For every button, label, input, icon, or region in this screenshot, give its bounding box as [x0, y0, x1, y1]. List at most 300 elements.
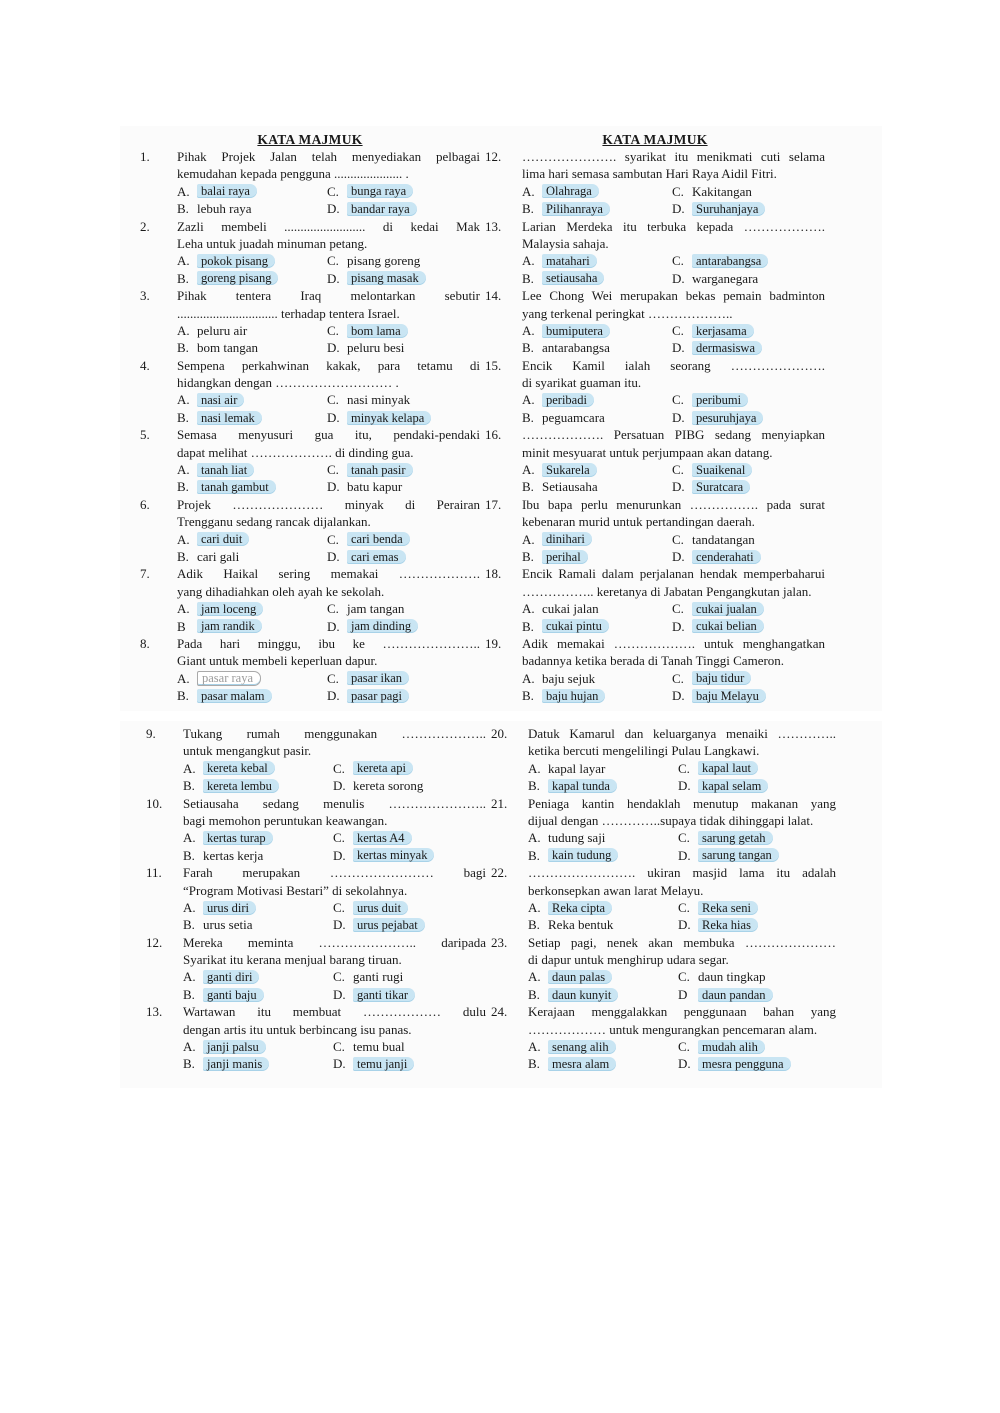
- question-line: [146, 725, 486, 742]
- option-answer-box[interactable]: kereta api: [353, 761, 413, 775]
- answer-option: [678, 968, 828, 985]
- question-number: [485, 583, 522, 600]
- question-text: Sempena perkahwinan kakak, para tetamu di: [177, 357, 480, 373]
- option-answer-box[interactable]: dermasiswa: [692, 341, 762, 355]
- question-line: [485, 513, 825, 530]
- option-answer-box[interactable]: pasar malam: [197, 689, 272, 703]
- answer-option: [528, 760, 678, 777]
- option-answer-box[interactable]: kertas minyak: [353, 848, 434, 862]
- answer-option[interactable]: [327, 618, 477, 635]
- answer-option[interactable]: [672, 548, 822, 565]
- option-answer-box[interactable]: peribumi: [692, 393, 748, 407]
- answer-option: [177, 322, 327, 339]
- option-answer-box[interactable]: urus pejabat: [353, 918, 425, 932]
- option-answer-box[interactable]: baju tidur: [692, 671, 751, 685]
- question-line: [491, 1021, 836, 1038]
- option-text: warganegara: [692, 270, 759, 286]
- option-letter: A.: [522, 531, 535, 547]
- question-line: [140, 165, 480, 182]
- option-letter: A.: [177, 670, 190, 686]
- option-answer-box[interactable]: Suruhanjaya: [692, 202, 765, 216]
- question-line: [485, 235, 825, 252]
- answer-option[interactable]: [528, 777, 678, 794]
- question-number: 9.: [146, 726, 156, 741]
- options-row: [140, 618, 480, 635]
- answer-option[interactable]: [672, 461, 822, 478]
- options-row: [140, 531, 480, 548]
- options-row: [491, 899, 836, 916]
- option-answer-box[interactable]: Reka hias: [698, 918, 758, 932]
- question-line: [140, 374, 480, 391]
- option-letter: D.: [672, 270, 685, 286]
- answer-option: [177, 339, 327, 356]
- option-answer-box[interactable]: dinihari: [542, 532, 592, 546]
- answer-option[interactable]: [522, 548, 672, 565]
- answer-option: [333, 1038, 483, 1055]
- option-answer-box[interactable]: setiausaha: [542, 271, 604, 285]
- answer-option[interactable]: [177, 183, 327, 200]
- question-item: [485, 635, 825, 705]
- option-text: Setiausaha: [542, 479, 598, 495]
- option-answer-box[interactable]: kain tudung: [548, 848, 618, 862]
- answer-option[interactable]: [327, 531, 477, 548]
- answer-option[interactable]: [177, 409, 327, 426]
- option-answer-box[interactable]: pisang masak: [347, 271, 426, 285]
- answer-option[interactable]: [528, 1055, 678, 1072]
- question-item: [491, 795, 836, 865]
- question-text: Malaysia sahaja.: [522, 235, 609, 251]
- option-letter: A.: [183, 830, 196, 846]
- option-answer-box[interactable]: mesra pengguna: [698, 1057, 791, 1071]
- answer-option[interactable]: [678, 1038, 828, 1055]
- answer-option[interactable]: [522, 391, 672, 408]
- answer-option[interactable]: [528, 899, 678, 916]
- options-row: [140, 322, 480, 339]
- answer-option[interactable]: [177, 670, 327, 687]
- answer-option[interactable]: [327, 461, 477, 478]
- option-answer-box[interactable]: minyak kelapa: [347, 411, 431, 425]
- question-text: Mereka meminta ………………….. daripada: [183, 934, 486, 950]
- option-answer-box[interactable]: Sukarela: [542, 463, 597, 477]
- option-answer-box[interactable]: nasi lemak: [197, 411, 262, 425]
- answer-option[interactable]: [672, 322, 822, 339]
- option-answer-box[interactable]: Reka cipta: [548, 901, 612, 915]
- option-letter: C.: [678, 899, 690, 915]
- answer-option[interactable]: [177, 252, 327, 269]
- answer-option[interactable]: [183, 760, 333, 777]
- option-letter: D: [678, 986, 688, 1002]
- answer-option[interactable]: [327, 670, 477, 687]
- answer-option[interactable]: [327, 409, 477, 426]
- option-letter: B: [177, 618, 186, 634]
- question-line: [491, 934, 836, 951]
- question-text: Pihak Projek Jalan telah menyediakan pelbagai: [177, 149, 480, 164]
- question-text: ketika bercuti mengelilingi Pulau Langkawi.: [528, 743, 760, 759]
- option-letter: D.: [672, 548, 685, 564]
- answer-option[interactable]: [333, 829, 483, 846]
- question-line: [485, 374, 825, 391]
- option-letter: A.: [522, 253, 535, 269]
- answer-option[interactable]: [333, 986, 483, 1003]
- options-row: [140, 270, 480, 287]
- answer-option[interactable]: [522, 531, 672, 548]
- option-letter: C.: [327, 322, 339, 338]
- option-answer-box[interactable]: jam dinding: [347, 619, 418, 633]
- option-answer-box[interactable]: daun pandan: [698, 988, 773, 1002]
- answer-option[interactable]: [327, 183, 477, 200]
- option-answer-box[interactable]: sarung getah: [698, 831, 773, 845]
- options-row: [491, 829, 836, 846]
- option-answer-box[interactable]: urus duit: [353, 901, 408, 915]
- answer-option[interactable]: [183, 777, 333, 794]
- answer-option[interactable]: [183, 829, 333, 846]
- answer-option[interactable]: [327, 322, 477, 339]
- answer-option[interactable]: [678, 829, 828, 846]
- options-row: [491, 777, 836, 794]
- option-answer-box[interactable]: kereta lembu: [203, 779, 279, 793]
- answer-option[interactable]: [528, 968, 678, 985]
- question-item: [146, 934, 486, 1004]
- option-answer-box[interactable]: janji manis: [203, 1057, 269, 1071]
- answer-option: [177, 548, 327, 565]
- options-row: [146, 968, 486, 985]
- answer-option: [522, 600, 672, 617]
- option-letter: D.: [678, 778, 691, 794]
- option-answer-box[interactable]: Suratcara: [692, 480, 750, 494]
- answer-option[interactable]: [177, 687, 327, 704]
- question-number: 13.: [485, 218, 502, 234]
- answer-option[interactable]: [327, 270, 477, 287]
- option-answer-box[interactable]: urus diri: [203, 901, 256, 915]
- option-answer-box[interactable]: pasar pagi: [347, 689, 409, 703]
- answer-option[interactable]: [522, 200, 672, 217]
- option-answer-box[interactable]: baju Melayu: [692, 689, 766, 703]
- option-letter: D.: [327, 688, 340, 704]
- answer-option[interactable]: [333, 1055, 483, 1072]
- option-letter: B.: [528, 986, 540, 1002]
- question-line: [485, 583, 825, 600]
- question-number: 4.: [140, 357, 150, 373]
- option-answer-box[interactable]: kapal tunda: [548, 779, 617, 793]
- options-row: [491, 968, 836, 985]
- option-letter: B.: [177, 409, 189, 425]
- question-item: [140, 357, 480, 427]
- answer-option[interactable]: [177, 531, 327, 548]
- option-answer-box[interactable]: antarabangsa: [692, 254, 768, 268]
- option-answer-box[interactable]: pasar raya: [197, 671, 261, 686]
- option-answer-box[interactable]: cenderahati: [692, 550, 761, 564]
- option-answer-box[interactable]: bumiputera: [542, 324, 610, 338]
- option-answer-box[interactable]: cari benda: [347, 532, 410, 546]
- answer-option[interactable]: [672, 339, 822, 356]
- answer-option[interactable]: [678, 986, 828, 1003]
- option-answer-box[interactable]: cari emas: [347, 550, 406, 564]
- option-text: pisang goreng: [347, 253, 421, 269]
- answer-option[interactable]: [522, 618, 672, 635]
- option-answer-box[interactable]: pasar ikan: [347, 671, 409, 685]
- options-row: [485, 409, 825, 426]
- question-item: [485, 148, 825, 218]
- question-number: 14.: [485, 288, 502, 304]
- option-answer-box[interactable]: bandar raya: [347, 202, 417, 216]
- question-number: [491, 882, 528, 899]
- answer-option[interactable]: [177, 618, 327, 635]
- answer-option[interactable]: [678, 899, 828, 916]
- option-letter: A.: [522, 392, 535, 408]
- option-letter: C.: [678, 1039, 690, 1055]
- option-letter: C.: [678, 760, 690, 776]
- answer-option: [327, 391, 477, 408]
- question-text: Trengganu sedang rancak dijalankan.: [177, 514, 371, 530]
- option-letter: B.: [522, 340, 534, 356]
- options-row: [491, 1055, 836, 1072]
- option-answer-box[interactable]: pesuruhjaya: [692, 411, 763, 425]
- option-answer-box[interactable]: ganti tikar: [353, 988, 415, 1002]
- answer-option[interactable]: [672, 252, 822, 269]
- question-item: [146, 725, 486, 795]
- options-row: [485, 548, 825, 565]
- answer-option[interactable]: [522, 183, 672, 200]
- answer-option[interactable]: [672, 409, 822, 426]
- option-letter: D.: [327, 409, 340, 425]
- option-text: cukai jalan: [542, 601, 599, 617]
- question-text: dengan artis itu untuk berbincang isu panas.: [183, 1021, 412, 1037]
- option-letter: A.: [177, 531, 190, 547]
- question-number: [140, 444, 177, 461]
- answer-option: [183, 916, 333, 933]
- option-answer-box[interactable]: nasi air: [197, 393, 244, 407]
- option-answer-box[interactable]: daun palas: [548, 970, 612, 984]
- option-answer-box[interactable]: Olahraga: [542, 184, 599, 198]
- option-answer-box[interactable]: matahari: [542, 254, 597, 268]
- option-text: cari gali: [197, 548, 240, 564]
- option-letter: A.: [528, 969, 541, 985]
- option-letter: A.: [183, 1039, 196, 1055]
- answer-option[interactable]: [528, 986, 678, 1003]
- option-answer-box[interactable]: daun kunyit: [548, 988, 618, 1002]
- answer-option[interactable]: [672, 687, 822, 704]
- option-answer-box[interactable]: ganti diri: [203, 970, 259, 984]
- question-number: [491, 951, 528, 968]
- question-line: [146, 812, 486, 829]
- question-item: [491, 864, 836, 934]
- option-text: jam tangan: [347, 601, 405, 617]
- option-answer-box[interactable]: cukai jualan: [692, 602, 764, 616]
- answer-option[interactable]: [522, 270, 672, 287]
- option-answer-box[interactable]: ganti baju: [203, 988, 264, 1002]
- answer-option[interactable]: [678, 760, 828, 777]
- answer-option[interactable]: [672, 391, 822, 408]
- option-answer-box[interactable]: Reka seni: [698, 901, 758, 915]
- options-row: [140, 200, 480, 217]
- options-row: [140, 339, 480, 356]
- option-answer-box[interactable]: kertas turap: [203, 831, 273, 845]
- options-row: [485, 670, 825, 687]
- option-text: kertas kerja: [203, 847, 264, 863]
- option-text: peluru air: [197, 322, 248, 338]
- question-item: [140, 496, 480, 566]
- option-letter: D.: [672, 340, 685, 356]
- options-row: [485, 200, 825, 217]
- answer-option[interactable]: [327, 548, 477, 565]
- option-answer-box[interactable]: cukai pintu: [542, 619, 609, 633]
- option-answer-box[interactable]: pokok pisang: [197, 254, 275, 268]
- answer-option[interactable]: [522, 687, 672, 704]
- question-number: [140, 583, 177, 600]
- option-letter: A.: [522, 601, 535, 617]
- option-answer-box[interactable]: bom lama: [347, 324, 408, 338]
- answer-option[interactable]: [678, 1055, 828, 1072]
- option-letter: C.: [327, 392, 339, 408]
- option-letter: A.: [177, 392, 190, 408]
- answer-option[interactable]: [333, 899, 483, 916]
- option-answer-box[interactable]: mesra alam: [548, 1057, 616, 1071]
- answer-option[interactable]: [183, 968, 333, 985]
- option-answer-box[interactable]: jam loceng: [197, 602, 263, 616]
- question-text: Leha untuk juadah minuman petang.: [177, 235, 368, 251]
- answer-option[interactable]: [177, 270, 327, 287]
- question-number: 19.: [485, 635, 502, 651]
- option-answer-box[interactable]: kapal selam: [698, 779, 768, 793]
- options-row: [485, 183, 825, 200]
- question-line: [146, 795, 486, 812]
- answer-option[interactable]: [177, 461, 327, 478]
- question-item: [485, 496, 825, 566]
- option-letter: B.: [522, 201, 534, 217]
- question-text: ……………… untuk mengurangkan pencemaran alam.: [528, 1021, 818, 1037]
- option-answer-box[interactable]: sarung tangan: [698, 848, 779, 862]
- answer-option[interactable]: [678, 777, 828, 794]
- option-text: lebuh raya: [197, 201, 252, 217]
- answer-option[interactable]: [177, 600, 327, 617]
- option-answer-box[interactable]: janji palsu: [203, 1040, 266, 1054]
- option-answer-box[interactable]: mudah alih: [698, 1040, 765, 1054]
- answer-option[interactable]: [183, 899, 333, 916]
- answer-option[interactable]: [333, 847, 483, 864]
- answer-option[interactable]: [177, 478, 327, 495]
- question-number: 24.: [491, 1004, 508, 1020]
- option-answer-box[interactable]: kereta kebal: [203, 761, 275, 775]
- option-letter: A.: [183, 899, 196, 915]
- question-number: [146, 812, 183, 829]
- option-answer-box[interactable]: tanah pasir: [347, 463, 413, 477]
- option-answer-box[interactable]: temu janji: [353, 1057, 414, 1071]
- answer-option[interactable]: [678, 847, 828, 864]
- answer-option[interactable]: [528, 847, 678, 864]
- option-answer-box[interactable]: goreng pisang: [197, 271, 278, 285]
- option-answer-box[interactable]: kapal laut: [698, 761, 758, 775]
- option-answer-box[interactable]: jam randik: [197, 619, 262, 633]
- option-answer-box[interactable]: senang alih: [548, 1040, 616, 1054]
- answer-option[interactable]: [177, 391, 327, 408]
- question-text: Larian Merdeka itu terbuka kepada ……………….: [522, 218, 825, 234]
- option-answer-box[interactable]: kertas A4: [353, 831, 412, 845]
- answer-option[interactable]: [183, 986, 333, 1003]
- option-letter: C.: [327, 531, 339, 547]
- question-number: 11.: [146, 865, 162, 881]
- answer-option[interactable]: [522, 322, 672, 339]
- option-letter: C.: [333, 969, 345, 985]
- question-number: 10.: [146, 795, 163, 811]
- question-text: minit mesyuarat untuk perjumpaan akan datang.: [522, 444, 773, 460]
- question-text: lima hari semasa sambutan Hari Raya Aidil Fitri.: [522, 166, 777, 182]
- question-text: Encik Kamil ialah seorang ………………….: [522, 357, 825, 373]
- answer-option[interactable]: [672, 670, 822, 687]
- answer-option[interactable]: [183, 1055, 333, 1072]
- answer-option[interactable]: [672, 200, 822, 217]
- option-answer-box[interactable]: Pilihanraya: [542, 202, 610, 216]
- option-letter: B.: [177, 688, 189, 704]
- option-answer-box[interactable]: Suaikenal: [692, 463, 752, 477]
- option-answer-box[interactable]: baju hujan: [542, 689, 605, 703]
- option-answer-box[interactable]: bunga raya: [347, 184, 413, 198]
- answer-option[interactable]: [672, 600, 822, 617]
- option-answer-box[interactable]: balai raya: [197, 184, 257, 198]
- answer-option[interactable]: [327, 687, 477, 704]
- question-line: [485, 305, 825, 322]
- option-answer-box[interactable]: perihal: [542, 550, 588, 564]
- option-letter: B.: [522, 548, 534, 564]
- question-number: [491, 1021, 528, 1038]
- option-answer-box[interactable]: peribadi: [542, 393, 594, 407]
- option-answer-box[interactable]: tanah gambut: [197, 480, 276, 494]
- option-text: batu kapur: [347, 479, 403, 495]
- answer-option[interactable]: [672, 618, 822, 635]
- answer-option[interactable]: [333, 760, 483, 777]
- question-number: 20.: [491, 726, 508, 741]
- question-line: [485, 652, 825, 669]
- question-line: [491, 795, 836, 812]
- options-row: [146, 847, 486, 864]
- option-text: antarabangsa: [542, 340, 610, 356]
- answer-option[interactable]: [678, 916, 828, 933]
- options-row: [140, 670, 480, 687]
- option-letter: D.: [672, 409, 685, 425]
- answer-option[interactable]: [327, 200, 477, 217]
- option-letter: B.: [177, 201, 189, 217]
- options-row: [485, 687, 825, 704]
- question-line: [491, 812, 836, 829]
- answer-option[interactable]: [522, 252, 672, 269]
- question-item: [485, 426, 825, 496]
- option-text: temu bual: [353, 1039, 405, 1055]
- option-letter: A.: [177, 462, 190, 478]
- question-text: hidangkan dengan ……………………… .: [177, 375, 399, 391]
- options-row: [485, 322, 825, 339]
- question-text: kebenaran murid untuk pertandingan daerah.: [522, 514, 755, 530]
- option-letter: C.: [327, 462, 339, 478]
- option-letter: A.: [183, 760, 196, 776]
- option-answer-box[interactable]: kerjasama: [692, 324, 754, 338]
- question-line: [485, 444, 825, 461]
- question-text: Lee Chong Wei merupakan bekas pemain badminton: [522, 288, 825, 304]
- option-text: bom tangan: [197, 340, 259, 356]
- answer-option[interactable]: [522, 461, 672, 478]
- question-text: berkonsepkan awan larat Melayu.: [528, 882, 704, 898]
- answer-option[interactable]: [333, 916, 483, 933]
- option-answer-box[interactable]: cukai belian: [692, 619, 764, 633]
- answer-option: [183, 847, 333, 864]
- question-number: 17.: [485, 496, 502, 512]
- answer-option[interactable]: [183, 1038, 333, 1055]
- option-answer-box[interactable]: cari duit: [197, 532, 249, 546]
- question-line: [485, 165, 825, 182]
- option-answer-box[interactable]: tanah liat: [197, 463, 254, 477]
- answer-option[interactable]: [528, 1038, 678, 1055]
- option-letter: A.: [177, 601, 190, 617]
- right-title: KATA MAJMUK: [602, 132, 708, 147]
- answer-option[interactable]: [672, 478, 822, 495]
